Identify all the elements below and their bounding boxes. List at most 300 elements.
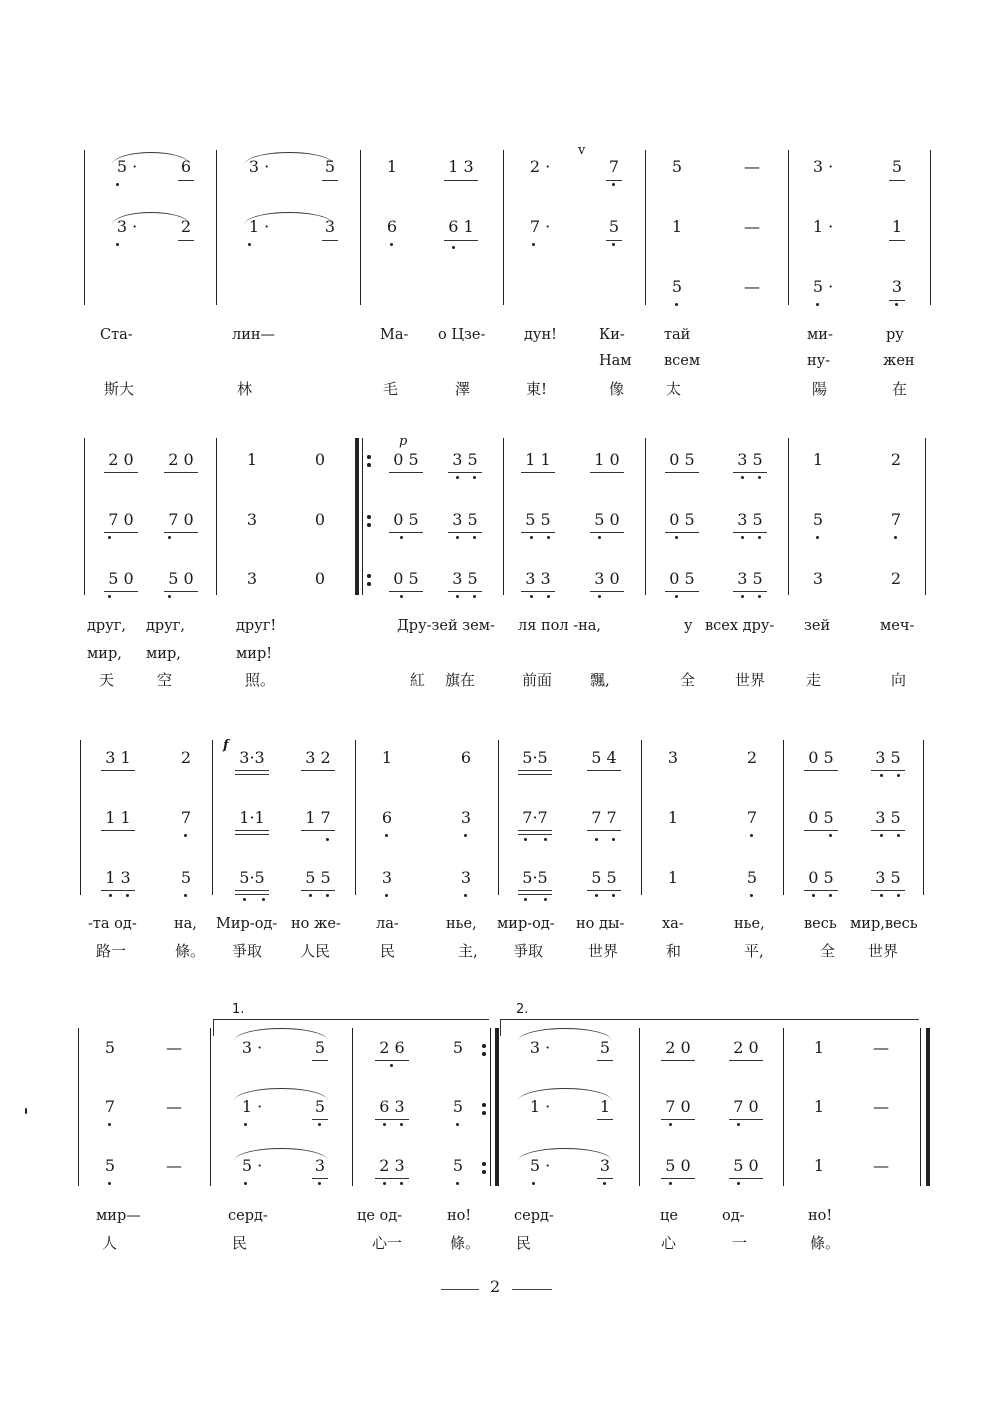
note: 5	[314, 1097, 326, 1116]
octave-dot	[385, 834, 388, 837]
lyric-chinese: 像	[609, 380, 625, 398]
lyric-chinese: 天	[99, 671, 115, 689]
octave-dot	[473, 595, 476, 598]
underline	[665, 532, 699, 533]
underline	[590, 591, 624, 592]
note: 1	[813, 1097, 825, 1116]
underline	[729, 1060, 763, 1061]
lyric: жен	[883, 353, 915, 369]
repeat-dots	[367, 572, 371, 586]
lyric-chinese: 前面	[522, 671, 553, 689]
underline	[375, 1119, 409, 1120]
repeat-bar-thick	[355, 438, 359, 595]
note: 3	[246, 569, 258, 588]
lyric: друг,	[87, 618, 126, 634]
lyric: о Цзе-	[438, 327, 486, 343]
lyric: ла-	[376, 916, 399, 932]
note: 6 1	[448, 217, 474, 236]
volta-number: 1.	[232, 1002, 245, 1017]
lyric-chinese: 條。	[175, 942, 206, 960]
underline	[101, 890, 135, 891]
note: 3	[599, 1156, 611, 1175]
underline	[733, 591, 767, 592]
underline	[375, 1060, 409, 1061]
lyric: -та од-	[88, 916, 137, 932]
octave-dot	[669, 1123, 672, 1126]
bar-line	[84, 438, 85, 595]
lyric-chinese: 向	[891, 671, 907, 689]
underline	[164, 591, 198, 592]
note: 7	[180, 808, 192, 827]
lyric-chinese: 人	[102, 1234, 118, 1252]
note: 3	[891, 277, 903, 296]
underline	[729, 1178, 763, 1179]
octave-dot	[116, 183, 119, 186]
lyric-chinese: 飄,	[590, 671, 610, 689]
underline	[889, 240, 905, 241]
note: 6	[460, 748, 472, 767]
note: 7 ·	[529, 217, 551, 236]
octave-dot	[880, 774, 883, 777]
note: 3·3	[239, 748, 265, 767]
underline	[606, 180, 622, 181]
octave-dot	[473, 536, 476, 539]
octave-dot	[524, 898, 527, 901]
lyric-chinese: 全	[680, 671, 696, 689]
lyric: Ки-	[599, 327, 625, 343]
lyric-chinese: 一	[732, 1234, 748, 1252]
note: 5	[608, 217, 620, 236]
lyric-chinese: 林	[237, 380, 253, 398]
octave-dot	[829, 894, 832, 897]
underline	[597, 1060, 613, 1061]
underline	[587, 890, 621, 891]
octave-dot	[669, 1182, 672, 1185]
octave-dot	[758, 595, 761, 598]
note: 5 ·	[241, 1156, 263, 1175]
octave-dot	[244, 1182, 247, 1185]
bar-line	[362, 438, 363, 595]
final-bar-thick	[926, 1028, 930, 1186]
lyric: всем	[664, 353, 701, 369]
octave-dot	[741, 536, 744, 539]
bar-line	[216, 438, 217, 595]
page-number-dash	[512, 1289, 552, 1290]
octave-dot	[126, 894, 129, 897]
lyric-chinese: 空	[157, 671, 173, 689]
octave-dot	[595, 838, 598, 841]
note: 7 0	[168, 510, 194, 529]
bar-line	[84, 150, 85, 305]
note: 0 5	[669, 450, 695, 469]
lyric: всех дру-	[705, 618, 775, 634]
note: 7	[608, 157, 620, 176]
lyric-chinese: 斯大	[104, 380, 135, 398]
note: 2 0	[665, 1038, 691, 1057]
lyric-chinese: 全	[820, 942, 836, 960]
underline	[661, 1178, 695, 1179]
bar-line	[920, 1028, 921, 1186]
note-dash: —	[744, 217, 760, 236]
lyric: меч-	[880, 618, 915, 634]
lyric-chinese: 澤	[455, 380, 471, 398]
underline	[235, 770, 269, 771]
note-dash: —	[744, 157, 760, 176]
octave-dot	[598, 536, 601, 539]
underline	[804, 830, 838, 831]
lyric-chinese: 路一	[96, 942, 127, 960]
note: 0	[314, 569, 326, 588]
octave-dot	[318, 1182, 321, 1185]
lyric: мир-од-	[497, 916, 555, 932]
note-dash: —	[166, 1156, 182, 1175]
bar-line	[783, 1028, 784, 1186]
underline	[521, 591, 555, 592]
lyric-chinese: 民	[380, 942, 396, 960]
note: 5 5	[525, 510, 551, 529]
octave-dot	[464, 894, 467, 897]
underline	[104, 532, 138, 533]
note: 0 5	[669, 569, 695, 588]
octave-dot	[880, 834, 883, 837]
octave-dot	[603, 1182, 606, 1185]
octave-dot	[168, 536, 171, 539]
octave-dot	[530, 595, 533, 598]
octave-dot	[456, 595, 459, 598]
octave-dot	[816, 536, 819, 539]
lyric-chinese: 爭取	[513, 942, 544, 960]
underline	[448, 472, 482, 473]
lyric: це	[660, 1208, 678, 1224]
note: 1	[381, 748, 393, 767]
note: 6	[386, 217, 398, 236]
lyric-chinese: 民	[516, 1234, 532, 1252]
note: 5	[599, 1038, 611, 1057]
octave-dot	[184, 894, 187, 897]
note: 1	[813, 1156, 825, 1175]
note: 0 5	[808, 868, 834, 887]
underline	[301, 770, 335, 771]
underline	[389, 472, 423, 473]
note: 2 6	[379, 1038, 405, 1057]
lyric: лин—	[232, 327, 276, 343]
lyric-chinese: 主,	[458, 942, 478, 960]
underline	[312, 1178, 328, 1179]
note: 3 ·	[241, 1038, 263, 1057]
underline	[871, 830, 905, 831]
octave-dot	[816, 303, 819, 306]
note: 2 0	[168, 450, 194, 469]
note: 7·7	[522, 808, 548, 827]
underline	[597, 1178, 613, 1179]
underline	[101, 770, 135, 771]
octave-dot	[595, 894, 598, 897]
note: 3 5	[875, 808, 901, 827]
underline	[164, 472, 198, 473]
bar-line	[360, 150, 361, 305]
dynamic-mark: p	[399, 434, 408, 449]
lyric: мир,	[87, 646, 122, 662]
bar-line	[210, 1028, 211, 1186]
underline	[178, 180, 194, 181]
lyric-chinese: 照。	[245, 671, 276, 689]
underline	[871, 890, 905, 891]
octave-dot	[675, 595, 678, 598]
note: 5	[671, 157, 683, 176]
note: 2	[180, 748, 192, 767]
note: 5	[104, 1038, 116, 1057]
note: 1 1	[525, 450, 551, 469]
lyric-chinese: 紅	[410, 671, 426, 689]
note-dash: —	[166, 1038, 182, 1057]
note: 1 ·	[248, 217, 270, 236]
octave-dot	[400, 1182, 403, 1185]
note: 0	[314, 510, 326, 529]
octave-dot	[612, 183, 615, 186]
note: 3 0	[594, 569, 620, 588]
octave-dot	[880, 894, 883, 897]
octave-dot	[390, 243, 393, 246]
octave-dot	[390, 1064, 393, 1067]
lyric: ля пол -на,	[518, 618, 601, 634]
note: 5 0	[733, 1156, 759, 1175]
lyric: ха-	[662, 916, 684, 932]
octave-dot	[812, 894, 815, 897]
note-dash: —	[744, 277, 760, 296]
octave-dot	[116, 243, 119, 246]
underline	[235, 830, 269, 831]
octave-dot	[383, 1182, 386, 1185]
note: 3 1	[105, 748, 131, 767]
underline	[389, 532, 423, 533]
octave-dot	[108, 1182, 111, 1185]
lyric: ну-	[807, 353, 831, 369]
octave-dot	[675, 303, 678, 306]
underline	[444, 240, 478, 241]
underline	[606, 240, 622, 241]
octave-dot	[385, 894, 388, 897]
note: 3	[324, 217, 336, 236]
note: 6 3	[379, 1097, 405, 1116]
note: 1 1	[105, 808, 131, 827]
bar-line	[490, 1028, 491, 1186]
octave-dot	[758, 476, 761, 479]
repeat-dots	[367, 453, 371, 467]
note: 3	[667, 748, 679, 767]
lyric-chinese: 人民	[300, 942, 331, 960]
underline	[164, 532, 198, 533]
note: 5	[180, 868, 192, 887]
note: 3	[460, 808, 472, 827]
note: 1	[386, 157, 398, 176]
note: 3 5	[452, 450, 478, 469]
underline	[733, 472, 767, 473]
note: 5	[314, 1038, 326, 1057]
underline	[448, 591, 482, 592]
lyric: Ста-	[100, 327, 133, 343]
note: 3 ·	[116, 217, 138, 236]
underline	[235, 774, 269, 775]
note: 3 ·	[529, 1038, 551, 1057]
note: 1 3	[448, 157, 474, 176]
bar-line	[639, 1028, 640, 1186]
lyric: но же-	[291, 916, 341, 932]
note: 1 ·	[241, 1097, 263, 1116]
octave-dot	[473, 476, 476, 479]
octave-dot	[547, 595, 550, 598]
note: 0 5	[393, 450, 419, 469]
note: 5 0	[168, 569, 194, 588]
note: 2 ·	[529, 157, 551, 176]
octave-dot	[530, 536, 533, 539]
breath-mark: v	[578, 143, 586, 158]
underline	[104, 472, 138, 473]
note: 5 5	[305, 868, 331, 887]
lyric-chinese: 民	[232, 1234, 248, 1252]
lyric-chinese: 陽	[812, 380, 828, 398]
note: 1 ·	[812, 217, 834, 236]
lyric-chinese: 世界	[588, 942, 619, 960]
underline	[661, 1119, 695, 1120]
note: 2 3	[379, 1156, 405, 1175]
octave-dot	[244, 1123, 247, 1126]
lyric-chinese: 走	[806, 671, 822, 689]
lyric: серд-	[228, 1208, 268, 1224]
lyric: но ды-	[576, 916, 625, 932]
lyric: но!	[808, 1208, 833, 1224]
octave-dot	[456, 536, 459, 539]
lyric: Мир-од-	[216, 916, 278, 932]
octave-dot	[108, 536, 111, 539]
underline	[889, 300, 905, 301]
underline	[518, 890, 552, 891]
repeat-dots	[482, 1042, 486, 1056]
octave-dot	[895, 303, 898, 306]
lyric-chinese: 條。	[810, 1234, 841, 1252]
octave-dot	[248, 243, 251, 246]
underline	[804, 890, 838, 891]
octave-dot	[309, 894, 312, 897]
note: 1	[599, 1097, 611, 1116]
note: 3	[812, 569, 824, 588]
underline	[178, 240, 194, 241]
note: 6	[381, 808, 393, 827]
note-dash: —	[166, 1097, 182, 1116]
note: 1 ·	[529, 1097, 551, 1116]
octave-dot	[108, 595, 111, 598]
note: 5 4	[591, 748, 617, 767]
underline	[661, 1060, 695, 1061]
lyric: од-	[722, 1208, 745, 1224]
note-dash: —	[873, 1038, 889, 1057]
lyric: Нам	[599, 353, 632, 369]
lyric-chinese: 東!	[526, 380, 548, 398]
bar-line	[925, 438, 926, 595]
bar-line	[503, 438, 504, 595]
underline	[587, 830, 621, 831]
lyric: це од-	[357, 1208, 403, 1224]
scan-speck	[25, 1108, 27, 1114]
note: 7	[104, 1097, 116, 1116]
repeat-dots	[482, 1160, 486, 1174]
note: 5 ·	[529, 1156, 551, 1175]
underline	[235, 834, 269, 835]
note: 3 3	[525, 569, 551, 588]
underline	[301, 830, 335, 831]
note: 5 0	[594, 510, 620, 529]
lyric: зей	[804, 618, 831, 634]
note-dash: —	[873, 1097, 889, 1116]
underline	[104, 591, 138, 592]
note: 3	[381, 868, 393, 887]
note: 5	[746, 868, 758, 887]
lyric: на,	[174, 916, 197, 932]
note: 0	[314, 450, 326, 469]
note: 5	[891, 157, 903, 176]
octave-dot	[383, 1123, 386, 1126]
note: 3 5	[737, 569, 763, 588]
note: 6	[180, 157, 192, 176]
lyric: мир!	[236, 646, 273, 662]
octave-dot	[897, 894, 900, 897]
bar-line	[503, 150, 504, 305]
octave-dot	[897, 834, 900, 837]
lyric: Ма-	[380, 327, 409, 343]
note: 2 0	[733, 1038, 759, 1057]
note: 5·5	[522, 748, 548, 767]
octave-dot	[544, 898, 547, 901]
bar-line	[80, 740, 81, 895]
bar-line	[788, 438, 789, 595]
note: 7	[890, 510, 902, 529]
lyric-chinese: 爭取	[232, 942, 263, 960]
note: 7 7	[591, 808, 617, 827]
volta-number: 2.	[516, 1002, 529, 1017]
note: 2 0	[108, 450, 134, 469]
lyric-chinese: 條。	[450, 1234, 481, 1252]
note: 2	[890, 450, 902, 469]
octave-dot	[532, 243, 535, 246]
note: 7 0	[108, 510, 134, 529]
note: 1	[667, 808, 679, 827]
lyric: ми-	[807, 327, 833, 343]
underline	[518, 834, 552, 835]
lyric: дун!	[524, 327, 557, 343]
octave-dot	[326, 894, 329, 897]
note: 3 5	[452, 510, 478, 529]
lyric: друг,	[146, 618, 185, 634]
lyric-chinese: 旗在	[445, 671, 476, 689]
underline	[729, 1119, 763, 1120]
octave-dot	[109, 894, 112, 897]
underline	[597, 1119, 613, 1120]
octave-dot	[262, 898, 265, 901]
repeat-bar-thick	[495, 1028, 499, 1186]
note: 3 5	[737, 510, 763, 529]
lyric: друг!	[236, 618, 277, 634]
underline	[871, 770, 905, 771]
underline	[312, 1119, 328, 1120]
lyric-chinese: 世界	[868, 942, 899, 960]
octave-dot	[750, 894, 753, 897]
bar-line	[352, 1028, 353, 1186]
note: 3 5	[875, 748, 901, 767]
note: 5	[324, 157, 336, 176]
note: 5·5	[522, 868, 548, 887]
note: 7 0	[665, 1097, 691, 1116]
octave-dot	[326, 838, 329, 841]
octave-dot	[612, 243, 615, 246]
